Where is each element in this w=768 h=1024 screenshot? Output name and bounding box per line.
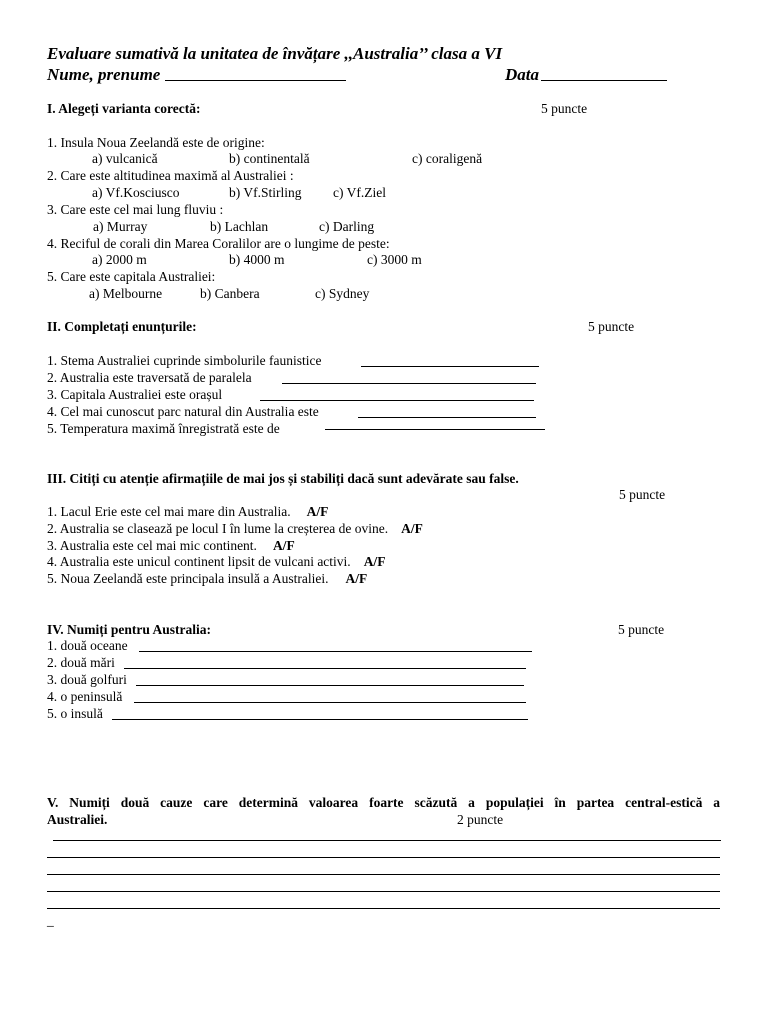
- name-item-4: 4. o peninsulă: [47, 689, 123, 704]
- completion-item-1: 1. Stema Australiei cuprinde simbolurile faunistice: [47, 353, 322, 368]
- tf-answer-5[interactable]: A/F: [345, 571, 368, 586]
- answer-line-2[interactable]: [47, 857, 720, 858]
- q3-option-b[interactable]: b) Lachlan: [210, 219, 269, 234]
- completion-item-4: 4. Cel mai cunoscut parc natural din Australia este: [47, 404, 319, 419]
- tf-answer-1[interactable]: A/F: [306, 504, 329, 519]
- name-item-2: 2. două mări: [47, 655, 115, 670]
- tf-item-5: 5. Noua Zeelandă este principala insulă a Australiei. A/F: [47, 571, 368, 586]
- answer-line-5[interactable]: [47, 908, 720, 909]
- name-item-3: 3. două golfuri: [47, 672, 127, 687]
- completion-item-5: 5. Temperatura maximă înregistrată este de: [47, 421, 280, 436]
- q4-option-b[interactable]: b) 4000 m: [229, 252, 285, 267]
- completion-blank-3[interactable]: [260, 400, 534, 401]
- answer-line-4[interactable]: [47, 891, 720, 892]
- q3-option-a[interactable]: a) Murray: [93, 219, 148, 234]
- q2-option-b[interactable]: b) Vf.Stirling: [229, 185, 302, 200]
- q2-option-a[interactable]: a) Vf.Kosciusco: [92, 185, 180, 200]
- section-2-points: 5 puncte: [588, 319, 635, 334]
- q3-option-c[interactable]: c) Darling: [319, 219, 375, 234]
- name-blank-2[interactable]: [124, 668, 526, 669]
- completion-blank-4[interactable]: [358, 417, 536, 418]
- section-1-heading: I. Alegeți varianta corectă:: [47, 101, 201, 116]
- date-label: Data: [505, 65, 539, 84]
- section-5-heading-line-1: V. Numiți două cauze care determină valoarea foarte scăzută a populației în partea central-estică a: [47, 795, 720, 810]
- q2-text: 2. Care este altitudinea maximă al Australiei :: [47, 168, 294, 183]
- q5-option-c[interactable]: c) Sydney: [315, 286, 370, 301]
- completion-blank-5[interactable]: [325, 429, 545, 430]
- answer-line-1[interactable]: [53, 840, 721, 841]
- section-5-points: 2 puncte: [457, 812, 504, 827]
- tf-answer-2[interactable]: A/F: [401, 521, 423, 536]
- name-label: Nume, prenume: [47, 65, 161, 84]
- tf-item-4: 4. Australia este unicul continent lipsit de vulcani activi. A/F: [47, 554, 386, 569]
- q4-option-a[interactable]: a) 2000 m: [92, 252, 147, 267]
- completion-blank-2[interactable]: [282, 383, 536, 384]
- name-blank-3[interactable]: [136, 685, 524, 686]
- section-1-points: 5 puncte: [541, 101, 588, 116]
- completion-item-2: 2. Australia este traversată de paralela: [47, 370, 252, 385]
- name-blank-5[interactable]: [112, 719, 528, 720]
- q1-option-a[interactable]: a) vulcanică: [92, 151, 158, 166]
- section-3-heading: III. Citiți cu atenție afirmațiile de mai jos și stabiliți dacă sunt adevărate sau false.: [47, 471, 519, 486]
- q1-option-c[interactable]: c) coraligenă: [412, 151, 483, 166]
- q5-option-b[interactable]: b) Canbera: [200, 286, 260, 301]
- name-item-1: 1. două oceane: [47, 638, 128, 653]
- section-4-points: 5 puncte: [618, 622, 665, 637]
- tf-item-1: 1. Lacul Erie este cel mai mare din Australia. A/F: [47, 504, 329, 519]
- tf-answer-4[interactable]: A/F: [363, 554, 386, 569]
- name-blank-1[interactable]: [139, 651, 532, 652]
- q1-text: 1. Insula Noua Zeelandă este de origine:: [47, 135, 265, 150]
- completion-item-3: 3. Capitala Australiei este orașul: [47, 387, 223, 402]
- q3-text: 3. Care este cel mai lung fluviu :: [47, 202, 224, 217]
- q4-option-c[interactable]: c) 3000 m: [367, 252, 422, 267]
- tf-item-2: 2. Australia se clasează pe locul I în lume la creșterea de ovine. A/F: [47, 521, 423, 536]
- name-blank-4[interactable]: [134, 702, 526, 703]
- completion-blank-1[interactable]: [361, 366, 539, 367]
- name-item-5: 5. o insulă: [47, 706, 103, 721]
- tf-item-3: 3. Australia este cel mai mic continent. A/F: [47, 538, 295, 553]
- document-title: Evaluare sumativă la unitatea de învățare ,,Australia’’ clasa a VI: [47, 44, 503, 63]
- q5-text: 5. Care este capitala Australiei:: [47, 269, 216, 284]
- answer-line-3[interactable]: [47, 874, 720, 875]
- answer-line-end-mark: _: [47, 913, 54, 928]
- name-field[interactable]: [165, 80, 346, 81]
- section-5-heading-line-2: Australiei.: [47, 812, 108, 827]
- q5-option-a[interactable]: a) Melbourne: [89, 286, 163, 301]
- section-4-heading: IV. Numiți pentru Australia:: [47, 622, 212, 637]
- q4-text: 4. Reciful de corali din Marea Coralilor are o lungime de peste:: [47, 236, 390, 251]
- date-field[interactable]: [541, 80, 667, 81]
- section-2-heading: II. Completați enunțurile:: [47, 319, 197, 334]
- section-3-points: 5 puncte: [619, 487, 666, 502]
- q2-option-c[interactable]: c) Vf.Ziel: [333, 185, 386, 200]
- q1-option-b[interactable]: b) continentală: [229, 151, 310, 166]
- tf-answer-3[interactable]: A/F: [272, 538, 295, 553]
